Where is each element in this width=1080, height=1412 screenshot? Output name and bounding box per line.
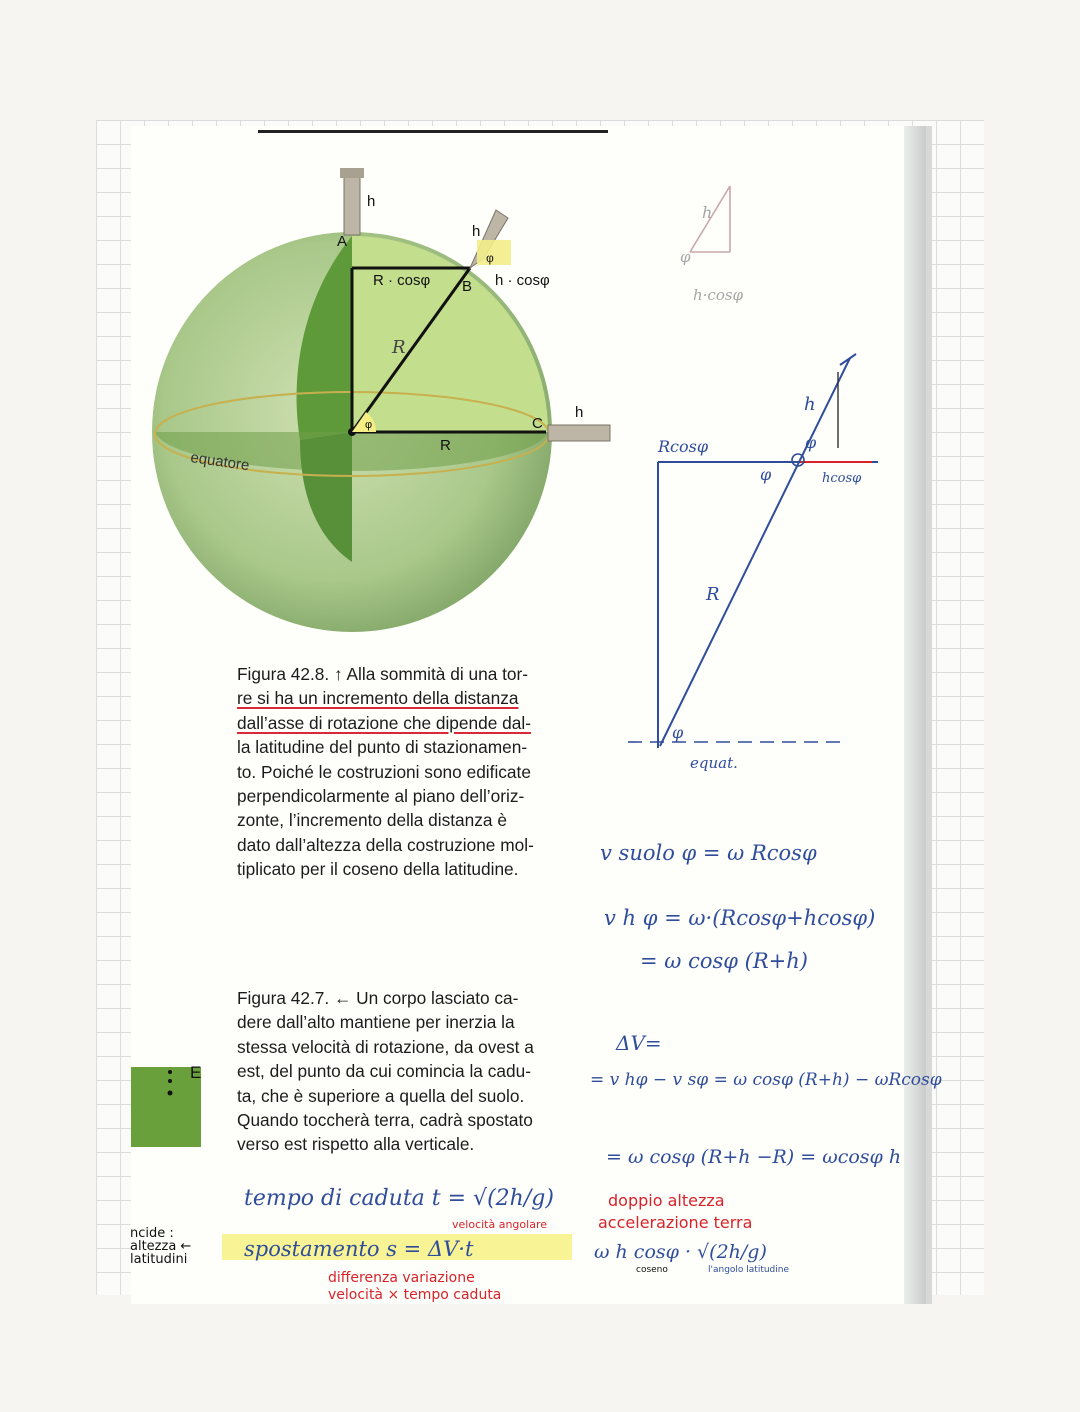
caption-line: to. Poiché le costruzioni sono edificate xyxy=(237,761,531,782)
label-phi-B: φ xyxy=(486,251,494,265)
note-hcos: hcosφ xyxy=(822,471,862,486)
caption-line: verso est rispetto alla verticale. xyxy=(237,1134,475,1155)
label-A: A xyxy=(337,233,348,250)
caption-line: perpendicolarmente al piano dell’oriz- xyxy=(237,786,525,807)
caption-line: tiplicato per il coseno della latitudine. xyxy=(237,859,519,880)
formula-delta-v-1: = v hφ − v sφ = ω cosφ (R+h) − ωRcosφ xyxy=(590,1070,942,1090)
label-E: E xyxy=(190,1063,202,1082)
note-diag-phi: φ xyxy=(805,433,817,452)
label-h-A: h xyxy=(367,193,376,210)
label-C: C xyxy=(532,415,543,432)
side-note-line: latitudini xyxy=(130,1252,188,1267)
formula-delta-v-2: = ω cosφ (R+h −R) = ωcosφ h xyxy=(606,1146,902,1168)
note-angle-phi: φ xyxy=(672,723,684,742)
note-displacement: spostamento s = ΔV·t xyxy=(244,1237,474,1261)
formula-v-h-2: = ω cosφ (R+h) xyxy=(640,949,808,973)
caption-line: Figura 42.8. ↑ Alla sommità di una tor- xyxy=(237,664,529,684)
label-equator: equatore xyxy=(189,449,251,475)
note-diag-R: R xyxy=(706,584,720,605)
caption-line: dere dall’alto mantiene per inerzia la xyxy=(237,1012,515,1033)
caption-line: stessa velocità di rotazione, da ovest a xyxy=(237,1036,534,1057)
note-top-hcos: h·cosφ xyxy=(693,286,744,304)
label-h-cos: h · cosφ xyxy=(495,272,550,289)
caption-line: zonte, l’incremento della distanza è xyxy=(237,810,507,831)
note-top-phi: φ xyxy=(680,248,691,266)
note-double-height: doppio altezza xyxy=(608,1191,725,1210)
label-phi-center: φ xyxy=(365,419,373,431)
note-latitude-angle: l'angolo latitudine xyxy=(708,1265,790,1275)
note-difference-1: differenza variazione xyxy=(328,1270,475,1286)
side-note xyxy=(130,1227,191,1266)
formula-v-suolo: v suolo φ = ω Rcosφ xyxy=(600,841,817,865)
formula-v-h-1: v h φ = ω·(Rcosφ+hcosφ) xyxy=(604,906,876,930)
caption-line: Figura 42.7. ← Un corpo lasciato ca- xyxy=(237,988,519,1008)
label-B: B xyxy=(462,278,473,295)
note-formula-end: ω h cosφ · √(2h/g) xyxy=(594,1241,767,1263)
note-diag-phi-2: φ xyxy=(760,465,772,484)
hand-R-radius: R xyxy=(392,337,406,358)
tower-diagram xyxy=(658,354,878,748)
caption-line: la latitudine del punto di stazionamen- xyxy=(237,737,528,758)
caption-line: Quando toccherà terra, cadrà spostato xyxy=(237,1110,533,1131)
caption-line: est, del punto da cui comincia la cadu- xyxy=(237,1061,531,1082)
formula-delta-v-label: ΔV= xyxy=(616,1031,662,1055)
caption-line: dall’asse di rotazione che dipende dal- xyxy=(237,712,531,733)
label-r-cos: R · cosφ xyxy=(373,272,431,289)
label-R: R xyxy=(440,437,451,454)
note-equator-short: equat. xyxy=(690,754,738,772)
note-cosine: coseno xyxy=(636,1265,668,1275)
caption-line: re si ha un incremento della distanza xyxy=(237,688,519,709)
note-rcos: Rcosφ xyxy=(658,437,709,456)
note-velocity-angular: velocità angolare xyxy=(452,1218,547,1231)
label-h-B: h xyxy=(472,223,481,240)
note-fall-time: tempo di caduta t = √(2h/g) xyxy=(244,1186,554,1211)
note-earth-accel: accelerazione terra xyxy=(598,1213,753,1232)
caption-line: dato dall’altezza della costruzione mol- xyxy=(237,834,534,855)
side-note-line: altezza ← xyxy=(130,1239,192,1254)
side-note-line: ncide : xyxy=(130,1226,174,1241)
note-top-h: h xyxy=(702,203,713,222)
note-difference-2: velocità × tempo caduta xyxy=(328,1287,502,1303)
caption-line: ta, che è superiore a quella del suolo. xyxy=(237,1085,525,1106)
label-h-C: h xyxy=(575,404,584,421)
note-diag-h: h xyxy=(804,394,816,415)
